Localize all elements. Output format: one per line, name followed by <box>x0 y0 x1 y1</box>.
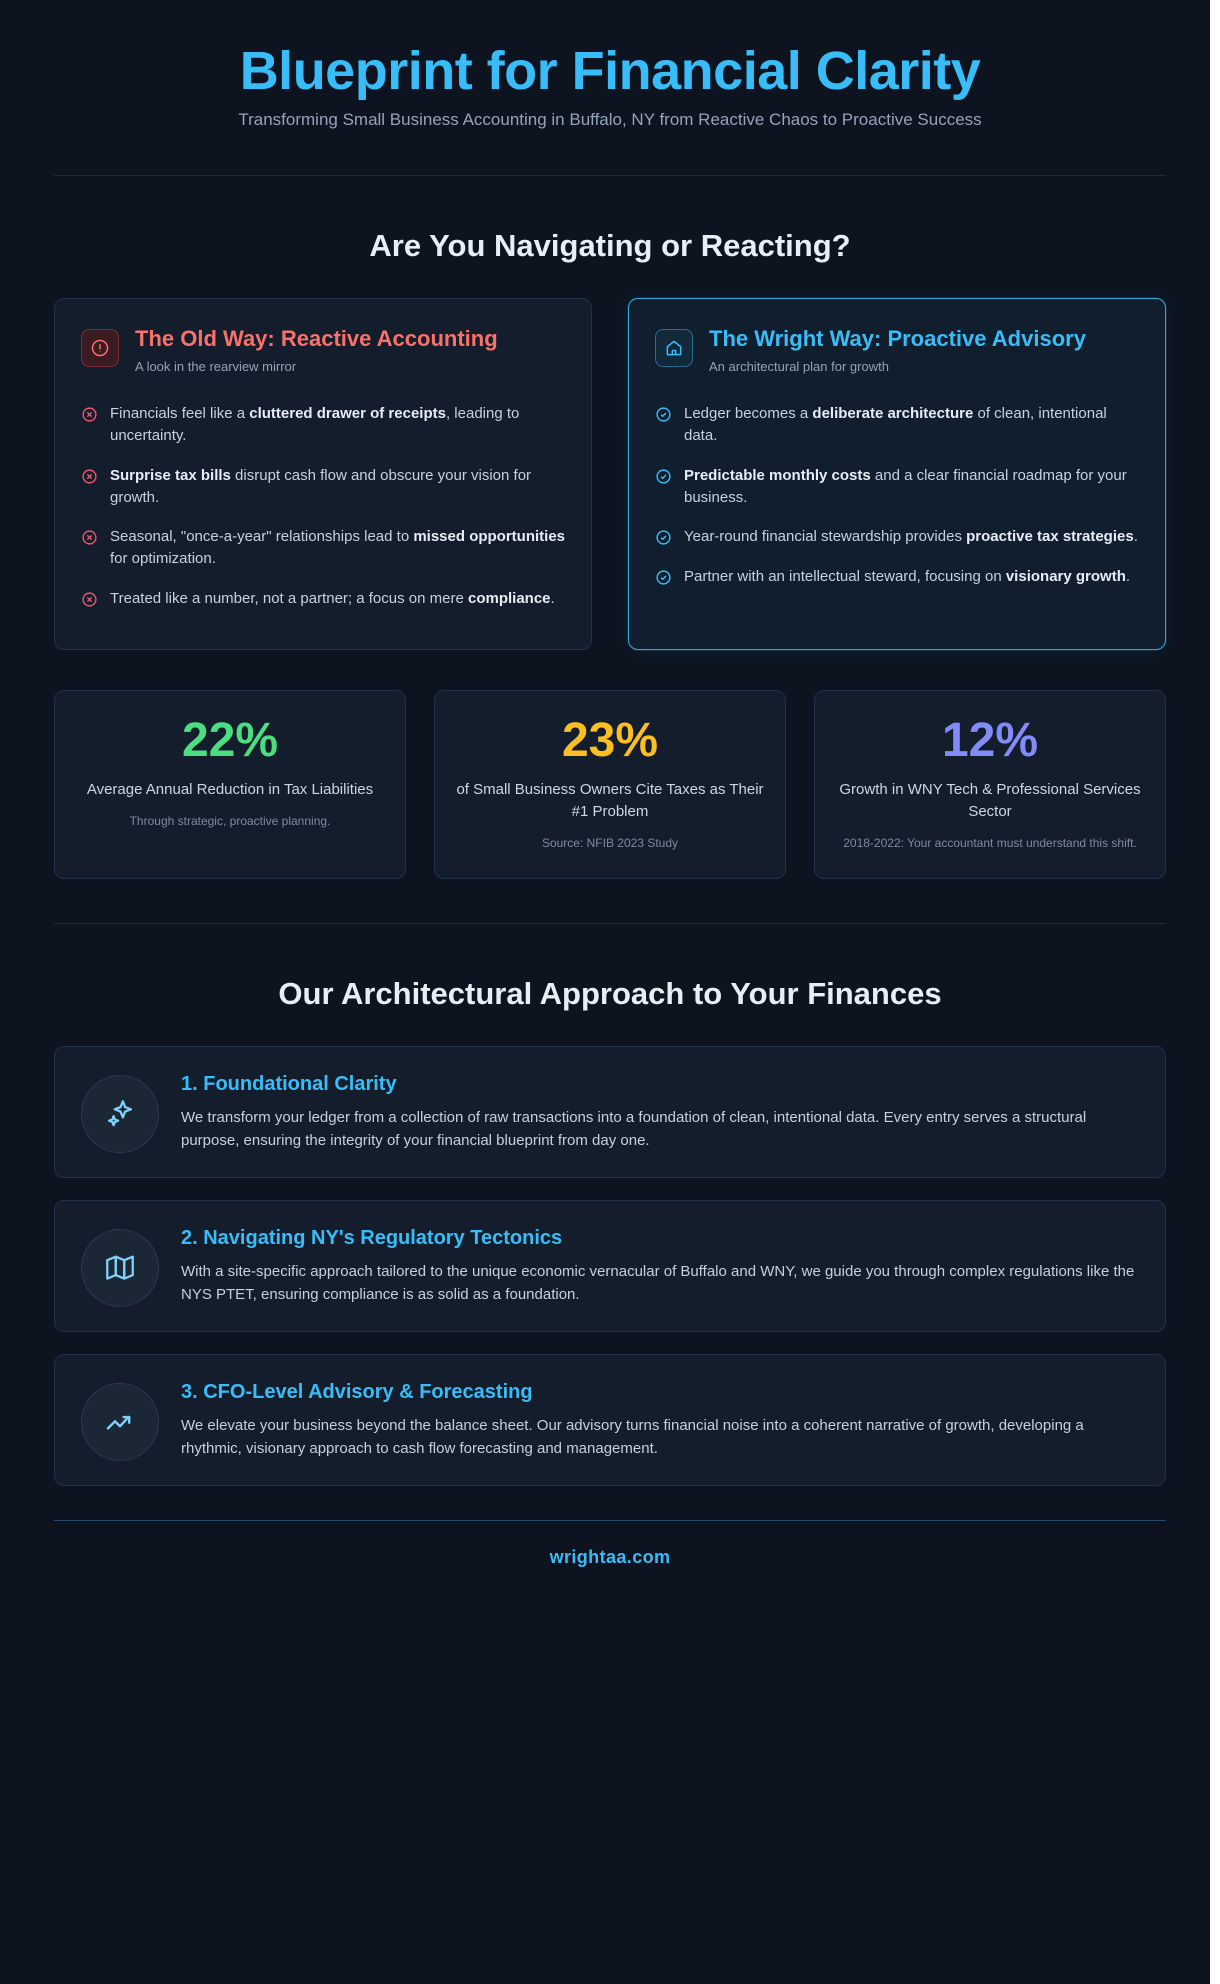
list-item <box>81 456 565 518</box>
point-text-bold: visionary growth <box>1005 568 1126 586</box>
point-text-post: , leading to uncertainty. <box>110 405 520 445</box>
x-circle-icon <box>81 591 98 608</box>
point-text-bold: Predictable monthly costs <box>684 466 871 484</box>
point-text-bold: proactive tax strategies <box>966 528 1134 546</box>
step-title: 1. Foundational Clarity <box>181 1072 397 1095</box>
step-text: We transform your ledger from a collection of raw transactions into a foundation of clean, intentional data. Every entry serves a structural purpose, ensuring the integrity of your financial blueprint from day one. <box>181 1108 1087 1149</box>
check-circle-icon <box>655 569 672 586</box>
footer-site-link[interactable]: wrightaa.com <box>549 1546 671 1567</box>
list-item <box>655 517 1139 557</box>
card-old-way <box>54 298 592 650</box>
point-text-post: for optimization. <box>110 550 216 568</box>
list-item <box>655 394 1139 456</box>
card-old-way-header <box>81 325 565 395</box>
point-text-post: . <box>1133 528 1138 546</box>
trend-up-icon <box>81 1383 159 1461</box>
card-wright-way-points <box>655 394 1139 597</box>
check-circle-icon <box>655 406 672 423</box>
point-text-bold: deliberate architecture <box>812 405 974 423</box>
stat-label: Growth in WNY Tech & Professional Services Sector <box>839 781 1141 821</box>
stat-note: Through strategic, proactive planning. <box>129 814 331 829</box>
stat-value: 12% <box>941 713 1039 767</box>
stat-value: 23% <box>561 713 659 767</box>
x-circle-icon <box>81 529 98 546</box>
list-item <box>81 579 565 619</box>
stat-card-owner-survey <box>434 690 786 879</box>
card-wright-way-kicker: An architectural plan for growth <box>709 359 889 375</box>
card-old-way-title: The Old Way: Reactive Accounting <box>135 325 498 351</box>
approach-section-heading: Our Architectural Approach to Your Finances <box>278 975 942 1011</box>
card-old-way-points <box>81 394 565 618</box>
point-text-post: . <box>550 589 555 607</box>
page-subtitle: Transforming Small Business Accounting in Buffalo, NY from Reactive Chaos to Proactive Success <box>238 110 982 130</box>
step-title: 2. Navigating NY's Regulatory Tectonics <box>181 1226 563 1249</box>
stat-cards <box>54 650 1166 879</box>
stat-label: of Small Business Owners Cite Taxes as Their #1 Problem <box>456 781 764 821</box>
compare-cards <box>54 298 1166 650</box>
point-text-post: and a clear financial roadmap for your business. <box>684 466 1127 506</box>
point-text-pre: Partner with an intellectual steward, focusing on <box>684 568 1006 586</box>
list-item <box>81 394 565 456</box>
point-text-post: of clean, intentional data. <box>684 405 1107 445</box>
point-text-pre: Ledger becomes a <box>684 405 813 423</box>
card-old-way-kicker: A look in the rearview mirror <box>135 359 297 375</box>
stat-note: Source: NFIB 2023 Study <box>541 835 679 850</box>
step-text: We elevate your business beyond the balance sheet. Our advisory turns financial noise into a coherent narrative of growth, developing a rhythmic, visionary approach to cash flow forecasting and management. <box>181 1416 1084 1457</box>
approach-steps <box>54 1046 1166 1486</box>
point-text-pre: Treated like a number, not a partner; a focus on mere <box>110 589 468 607</box>
x-circle-icon <box>81 468 98 485</box>
step-text: With a site-specific approach tailored to the unique economic vernacular of Buffalo and WNY, we guide you through complex regulations like the NYS PTET, ensuring compliance is as solid as a foundation. <box>181 1262 1135 1303</box>
page-title: Blueprint for Financial Clarity <box>239 41 981 101</box>
step-card-regulatory-tectonics <box>54 1200 1166 1332</box>
check-circle-icon <box>655 529 672 546</box>
list-item <box>81 517 565 579</box>
clock-alert-icon <box>81 329 119 367</box>
page-right-edge <box>1210 0 1220 1984</box>
point-text-bold: compliance <box>467 589 551 607</box>
stat-label: Average Annual Reduction in Tax Liabilities <box>86 781 374 799</box>
point-text-bold: cluttered drawer of receipts <box>249 405 446 423</box>
stat-card-tax-reduction <box>54 690 406 879</box>
compare-section-heading: Are You Navigating or Reacting? <box>369 227 851 263</box>
point-text-bold: Surprise tax bills <box>110 466 231 484</box>
stat-card-wny-growth <box>814 690 1166 879</box>
check-circle-icon <box>655 468 672 485</box>
card-wright-way <box>628 298 1166 650</box>
point-text-post: . <box>1125 568 1131 586</box>
list-item <box>655 557 1139 597</box>
point-text-bold: missed opportunities <box>413 528 566 546</box>
sparkle-icon <box>81 1075 159 1153</box>
list-item <box>655 456 1139 518</box>
step-title: 3. CFO-Level Advisory & Forecasting <box>181 1380 533 1403</box>
point-text-pre: Seasonal, "once-a-year" relationships lead to <box>110 528 414 546</box>
point-text-post: disrupt cash flow and obscure your vision for growth. <box>110 466 532 506</box>
x-circle-icon <box>81 406 98 423</box>
point-text-pre: Financials feel like a <box>110 405 250 423</box>
stat-value: 22% <box>181 713 279 767</box>
map-icon <box>81 1229 159 1307</box>
home-blueprint-icon <box>655 329 693 367</box>
hero-section <box>54 30 1166 176</box>
point-text-pre: Year-round financial stewardship provides <box>684 528 967 546</box>
step-card-foundational-clarity <box>54 1046 1166 1178</box>
card-wright-way-header <box>655 325 1139 395</box>
card-wright-way-title: The Wright Way: Proactive Advisory <box>709 325 1086 351</box>
stat-note: 2018-2022: Your accountant must understand this shift. <box>843 835 1137 850</box>
step-card-cfo-advisory <box>54 1354 1166 1486</box>
